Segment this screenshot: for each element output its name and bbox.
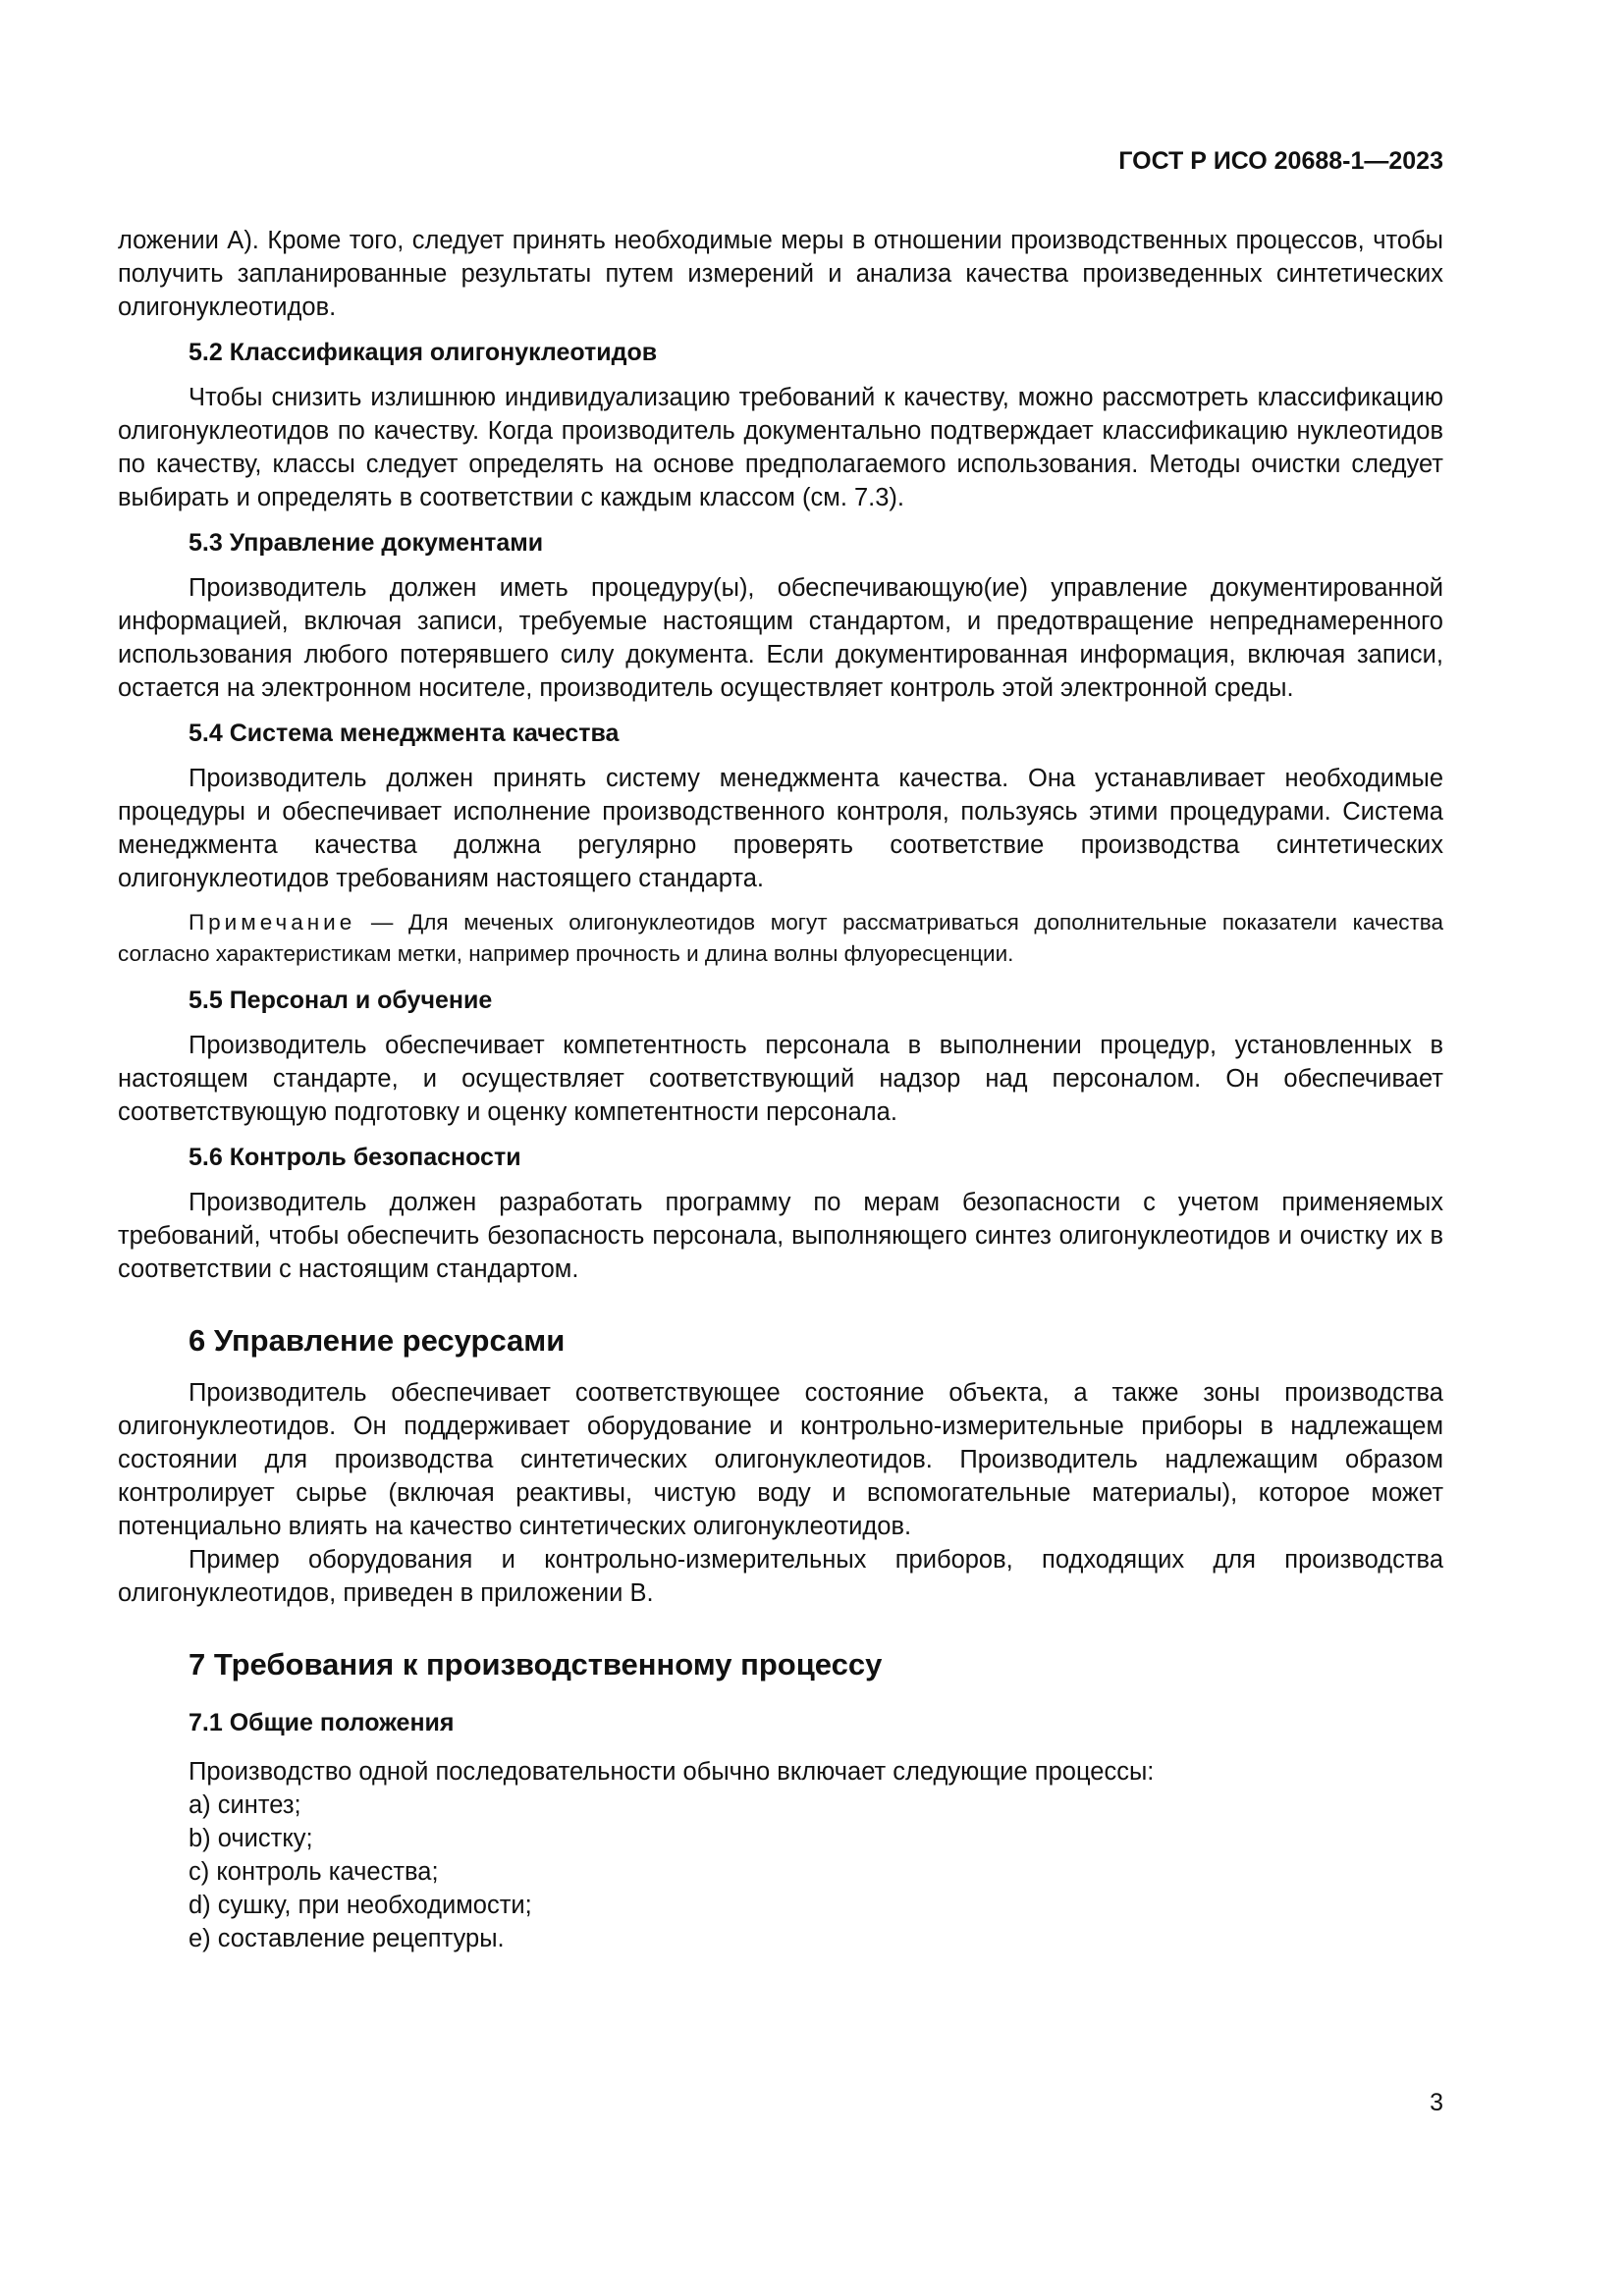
section-7-1-heading: 7.1 Общие положения [189,1709,455,1736]
section-6-heading: 6 Управление ресурсами [189,1323,566,1358]
note-label: Примечание [189,910,356,934]
list-item: e) составление рецептуры. [189,1925,505,1952]
document-code: ГОСТ Р ИСО 20688-1—2023 [1118,147,1443,175]
section-5-2-heading: 5.2 Классификация олигонуклеотидов [189,339,658,366]
section-5-3-paragraph: Производитель должен иметь процедуру(ы), обеспечивающую(ие) управление документированной информацией, включая записи, требуемые настоящим стандартом, и предотвращение непреднамеренного использования любого потерявшего силу документа. Если документированная информация, включая записи, остается на электронном носителе, производитель осуществляет контроль этой электронной среды. [118,574,1443,702]
list-item: d) сушку, при необходимости; [189,1892,532,1919]
note-text: — Для меченых олигонуклеотидов могут рассматриваться дополнительные показатели качества согласно характеристикам метки, например прочность и длина волны флуоресценции. [118,910,1443,966]
section-5-4-heading: 5.4 Система менеджмента качества [189,720,620,747]
list-item: c) контроль качества; [189,1858,439,1886]
list-item: b) очистку; [189,1825,313,1852]
section-5-4-paragraph: Производитель должен принять систему менеджмента качества. Она устанавливает необходимые процедуры и обеспечивает исполнение производственного контроля, пользуясь этими процедурами. Система менеджмента качества должна регулярно проверять соответствие производства синтетических олигонуклеотидов требованиям настоящего стандарта. [118,765,1443,892]
section-5-5-paragraph: Производитель обеспечивает компетентность персонала в выполнении процедур, установленных в настоящем стандарте, и осуществляет соответствующий надзор над персоналом. Он обеспечивает соответствующую подготовку и оценку компетентности персонала. [118,1032,1443,1126]
intro-paragraph: ложении А). Кроме того, следует принять необходимые меры в отношении производственных процессов, чтобы получить запланированные результаты путем измерений и анализа качества произведенных синтетических олигонуклеотидов. [118,227,1443,321]
page-body [118,224,1443,1955]
section-6-paragraph-1: Производитель обеспечивает соответствующее состояние объекта, а также зоны производства олигонуклеотидов. Он поддерживает оборудование и контрольно-измерительные приборы в надлежащем состоянии для производства синтетических олигонуклеотидов. Производитель надлежащим образом контролирует сырье (включая реактивы, чистую воду и вспомогательные материалы), которое может потенциально влиять на качество синтетических олигонуклеотидов. [118,1379,1443,1540]
section-7-1-paragraph: Производство одной последовательности обычно включает следующие процессы: [189,1758,1155,1786]
section-5-3-heading: 5.3 Управление документами [189,529,544,557]
section-5-4-note [118,907,1443,970]
section-5-5-heading: 5.5 Персонал и обучение [189,987,493,1014]
page-number: 3 [1430,2089,1443,2116]
section-5-6-heading: 5.6 Контроль безопасности [189,1144,521,1171]
section-6-paragraph-2: Пример оборудования и контрольно-измерительных приборов, подходящих для производства олигонуклеотидов, приведен в приложении В. [118,1546,1443,1607]
section-7-heading: 7 Требования к производственному процессу [189,1647,883,1682]
section-5-6-paragraph: Производитель должен разработать программу по мерам безопасности с учетом применяемых требований, чтобы обеспечить безопасность персонала, выполняющего синтез олигонуклеотидов и очистку их в соответствии с настоящим стандартом. [118,1189,1443,1283]
list-item: a) синтез; [189,1791,301,1819]
section-5-2-paragraph: Чтобы снизить излишнюю индивидуализацию требований к качеству, можно рассмотреть классификацию олигонуклеотидов по качеству. Когда производитель документально подтверждает классификацию нуклеотидов по качеству, классы следует определять на основе предполагаемого использования. Методы очистки следует выбирать и определять в соответствии с каждым классом (см. 7.3). [118,384,1443,511]
